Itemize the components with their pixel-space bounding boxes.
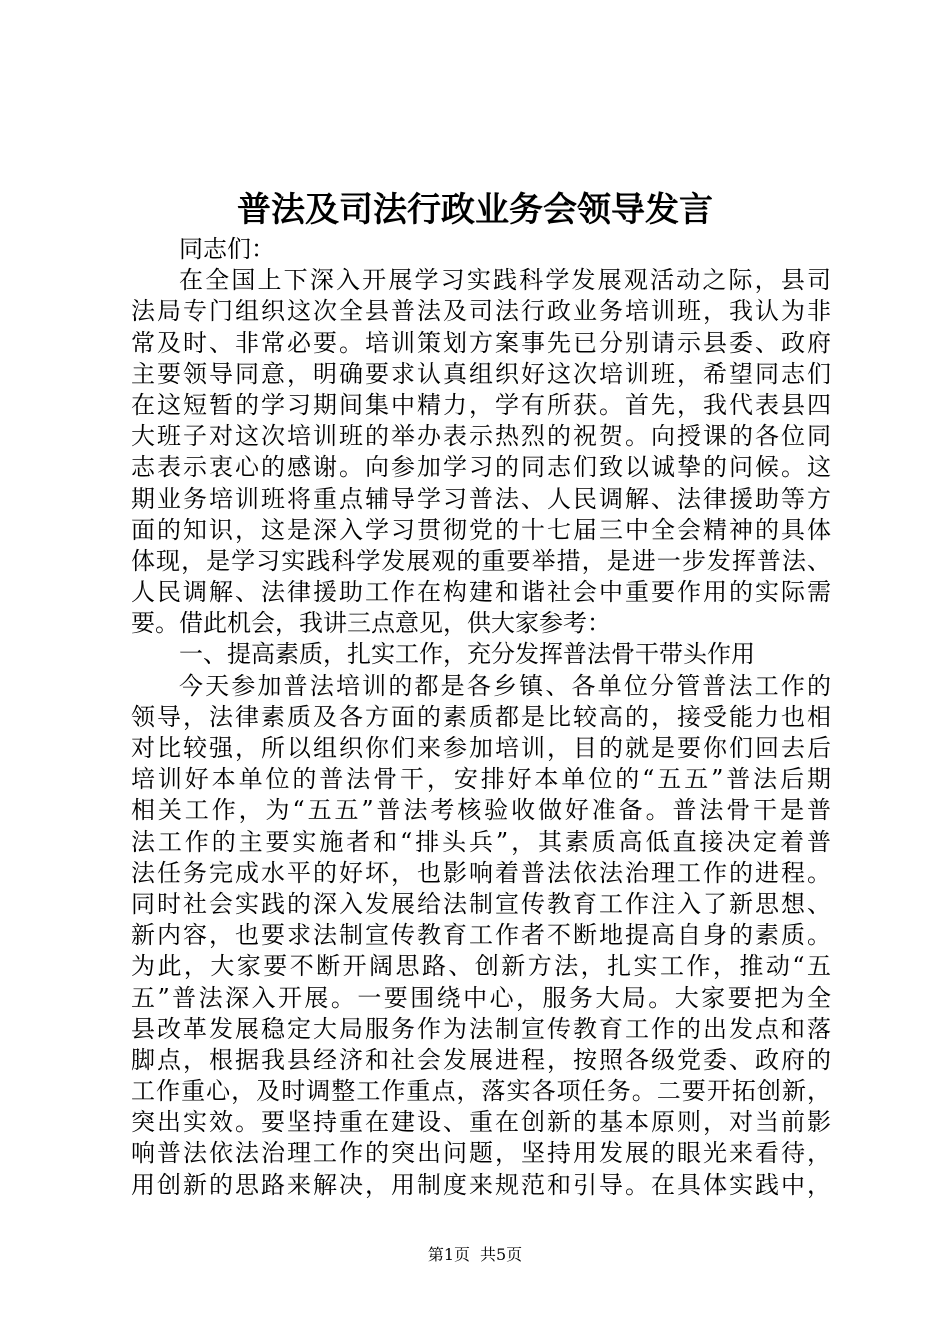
page-number: 第1页 [427, 1245, 470, 1264]
paragraph-line: 法任务完成水平的好坏，也影响着普法依法治理工作的进程。 [131, 858, 831, 887]
paragraph-line: 人民调解、法律援助工作在构建和谐社会中重要作用的实际需 [131, 578, 831, 607]
paragraph-line: 突出实效。要坚持重在建设、重在创新的基本原则，对当前影 [131, 1108, 831, 1137]
paragraph-line: 常及时、非常必要。培训策划方案事先已分别请示县委、政府 [131, 328, 831, 357]
paragraph-line: 要。借此机会，我讲三点意见，供大家参考： [131, 609, 611, 638]
salutation-line: 同志们： [179, 235, 275, 263]
paragraph-line: 为此，大家要不断开阔思路、创新方法，扎实工作，推动“五 [131, 952, 831, 981]
page-footer [0, 1244, 950, 1266]
paragraph-line: 响普法依法治理工作的突出问题，坚持用发展的眼光来看待， [131, 1139, 831, 1168]
paragraph-line: 领导，法律素质及各方面的素质都是比较高的，接受能力也相 [131, 702, 831, 731]
paragraph-line: 在全国上下深入开展学习实践科学发展观活动之际，县司 [179, 266, 831, 295]
paragraph-line: 在这短暂的学习期间集中精力，学有所获。首先，我代表县四 [131, 390, 831, 419]
section-heading: 一、提高素质，扎实工作，充分发挥普法骨干带头作用 [179, 640, 755, 669]
paragraph-line: 期业务培训班将重点辅导学习普法、人民调解、法律援助等方 [131, 484, 831, 513]
document-title: 普法及司法行政业务会领导发言 [237, 190, 713, 230]
paragraph-line: 五”普法深入开展。一要围绕中心，服务大局。大家要把为全 [131, 983, 831, 1012]
page-total: 共5页 [480, 1245, 523, 1264]
paragraph-line: 相关工作，为“五五”普法考核验收做好准备。普法骨干是普 [131, 796, 831, 825]
paragraph-line: 培训好本单位的普法骨干，安排好本单位的“五五”普法后期 [131, 765, 831, 794]
paragraph-line: 新内容，也要求法制宣传教育工作者不断地提高自身的素质。 [131, 921, 831, 950]
document-body [131, 234, 831, 1201]
paragraph-line: 同时社会实践的深入发展给法制宣传教育工作注入了新思想、 [131, 889, 831, 918]
paragraph-line: 志表示衷心的感谢。向参加学习的同志们致以诚挚的问候。这 [131, 453, 831, 482]
paragraph-line: 县改革发展稳定大局服务作为法制宣传教育工作的出发点和落 [131, 1014, 831, 1043]
paragraph-line: 大班子对这次培训班的举办表示热烈的祝贺。向授课的各位同 [131, 422, 831, 451]
paragraph-line: 法局专门组织这次全县普法及司法行政业务培训班，我认为非 [131, 297, 831, 326]
paragraph-line: 法工作的主要实施者和“排头兵”，其素质高低直接决定着普 [131, 827, 831, 856]
paragraph-line: 体现，是学习实践科学发展观的重要举措，是进一步发挥普法、 [131, 546, 831, 575]
paragraph-line: 对比较强，所以组织你们来参加培训，目的就是要你们回去后 [131, 734, 831, 762]
paragraph-line: 今天参加普法培训的都是各乡镇、各单位分管普法工作的 [179, 671, 831, 700]
paragraph-line: 工作重心，及时调整工作重点，落实各项任务。二要开拓创新， [131, 1077, 831, 1106]
paragraph-line: 主要领导同意，明确要求认真组织好这次培训班，希望同志们 [131, 359, 831, 388]
paragraph-line: 脚点，根据我县经济和社会发展进程，按照各级党委、政府的 [131, 1045, 831, 1074]
paragraph-line: 面的知识，这是深入学习贯彻党的十七届三中全会精神的具体 [131, 515, 831, 544]
paragraph-line: 用创新的思路来解决，用制度来规范和引导。在具体实践中， [131, 1170, 831, 1199]
